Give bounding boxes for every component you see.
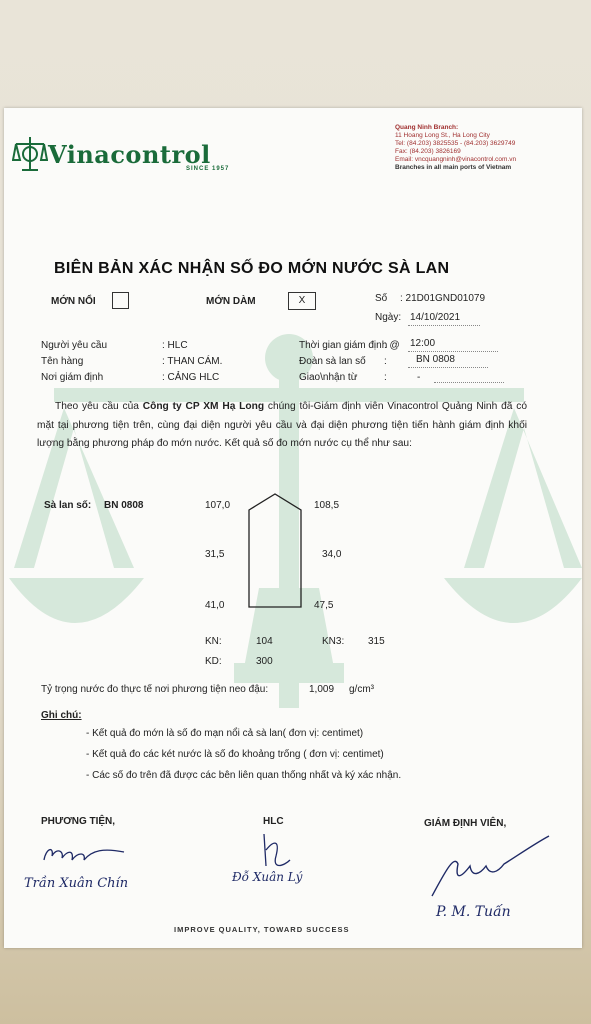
intro-paragraph: Theo yêu cầu của Công ty CP XM Hạ Long chúng tôi-Giám định viên Vinacontrol Quảng Ninh đã có mặt tại phương tiện trên, cùng đại diện người yêu cầu và đại diện phương tiện tiến hành giám định khối lượng bằng phương pháp đo mớn nước. Kết quả số đo mớn nước cụ thể như sau: [37, 401, 527, 449]
aft-right-value: 47,5 [314, 600, 334, 611]
so-value: : 21D01GND01079 [400, 293, 486, 304]
phuong-tien-heading: PHƯƠNG TIỆN, [41, 816, 116, 827]
mid-left-value: 31,5 [205, 549, 225, 560]
mid-right-value: 34,0 [322, 549, 342, 560]
thoi-gian-label: Thời gian giám định [299, 340, 388, 351]
kn3-value: 315 [368, 636, 385, 647]
mon-dam-label: MỚN DÀM [206, 296, 256, 307]
phuong-tien-name: Trần Xuân Chín [24, 876, 129, 891]
giao-nhan-label: Giao\nhận từ [299, 372, 358, 383]
kn3-label: KN3: [322, 636, 345, 647]
phuong-tien-signature [34, 838, 144, 868]
mon-noi-checkbox [112, 292, 129, 309]
doan-sa-lan-label: Đoàn sà lan số [299, 356, 366, 367]
branch-email: Email: vncquangninh@vinacontrol.com.vn [395, 156, 517, 163]
density-label: Tỷ trọng nước đo thực tế nơi phương tiện neo đậu: [41, 684, 269, 695]
ngay-value: 14/10/2021 [410, 312, 461, 323]
branch-title: Quang Ninh Branch: [395, 124, 459, 131]
kn-label: KN: [205, 636, 222, 647]
noi-giam-dinh-label: Nơi giám định [41, 372, 104, 383]
branch-fax: Fax: (84.203) 3826169 [395, 148, 461, 155]
note-item: - Kết quả đo các két nước là số đo khoảng trống ( đơn vị: centimet) [86, 749, 384, 760]
mon-dam-checkbox: X [288, 292, 316, 310]
giam-dinh-vien-name: P. M. Tuấn [436, 904, 511, 920]
nguoi-yeu-cau-value: : HLC [162, 340, 188, 351]
barge-shape [242, 492, 312, 612]
aft-left-value: 41,0 [205, 600, 225, 611]
ten-hang-value: : THAN CÁM. [162, 356, 223, 367]
kd-label: KD: [205, 656, 222, 667]
thoi-gian-prefix: : @ [384, 340, 400, 351]
hlc-heading: HLC [263, 816, 284, 827]
doan-sa-lan-value: BN 0808 [416, 354, 455, 365]
branch-all-ports: Branches in all main ports of Vietnam [395, 164, 512, 171]
sa-lan-number: BN 0808 [104, 500, 144, 511]
thoi-gian-value: 12:00 [410, 338, 436, 349]
branch-tel: Tel: (84.203) 3825535 - (84.203) 3629749 [395, 140, 516, 147]
noi-giam-dinh-value: : CẢNG HLC [162, 372, 220, 383]
document-title: BIÊN BẢN XÁC NHẬN SỐ ĐO MỚN NƯỚC SÀ LAN [54, 260, 450, 277]
logo-since: SINCE 1957 [186, 166, 230, 172]
branch-address: 11 Hoang Long St., Ha Long City [395, 132, 490, 139]
density-value: 1,009 [309, 684, 335, 695]
branch-info [395, 124, 516, 172]
hlc-name: Đỗ Xuân Lý [232, 870, 303, 884]
kn-value: 104 [256, 636, 273, 647]
so-label: Số [375, 293, 388, 304]
ngay-label: Ngày: [375, 312, 402, 323]
doan-sa-lan-prefix: : [384, 356, 387, 367]
note-item: - Các số đo trên đã được các bên liên quan thống nhất và ký xác nhận. [86, 770, 402, 781]
giao-nhan-prefix: : [384, 372, 387, 383]
vinacontrol-logo-icon [12, 134, 48, 174]
notes-title: Ghi chú: [41, 710, 82, 721]
giam-dinh-vien-heading: GIÁM ĐỊNH VIÊN, [424, 818, 507, 829]
ten-hang-label: Tên hàng [41, 356, 84, 367]
density-unit: g/cm³ [349, 684, 374, 695]
logo-name: Vinacontrol [48, 140, 211, 169]
note-item: - Kết quả đo mớn là số đo mạn nổi cả sà lan( đơn vị: centimet) [86, 728, 364, 739]
kd-value: 300 [256, 656, 273, 667]
fwd-right-value: 108,5 [314, 500, 340, 511]
sa-lan-label: Sà lan số: [44, 500, 92, 511]
giao-nhan-value: - [417, 372, 421, 383]
giam-dinh-vien-signature [424, 834, 554, 904]
nguoi-yeu-cau-label: Người yêu cầu [41, 340, 108, 351]
footer-slogan: IMPROVE QUALITY, TOWARD SUCCESS [174, 925, 350, 934]
document-page [4, 108, 582, 948]
fwd-left-value: 107,0 [205, 500, 231, 511]
mon-noi-label: MỚN NỔI [51, 296, 96, 307]
